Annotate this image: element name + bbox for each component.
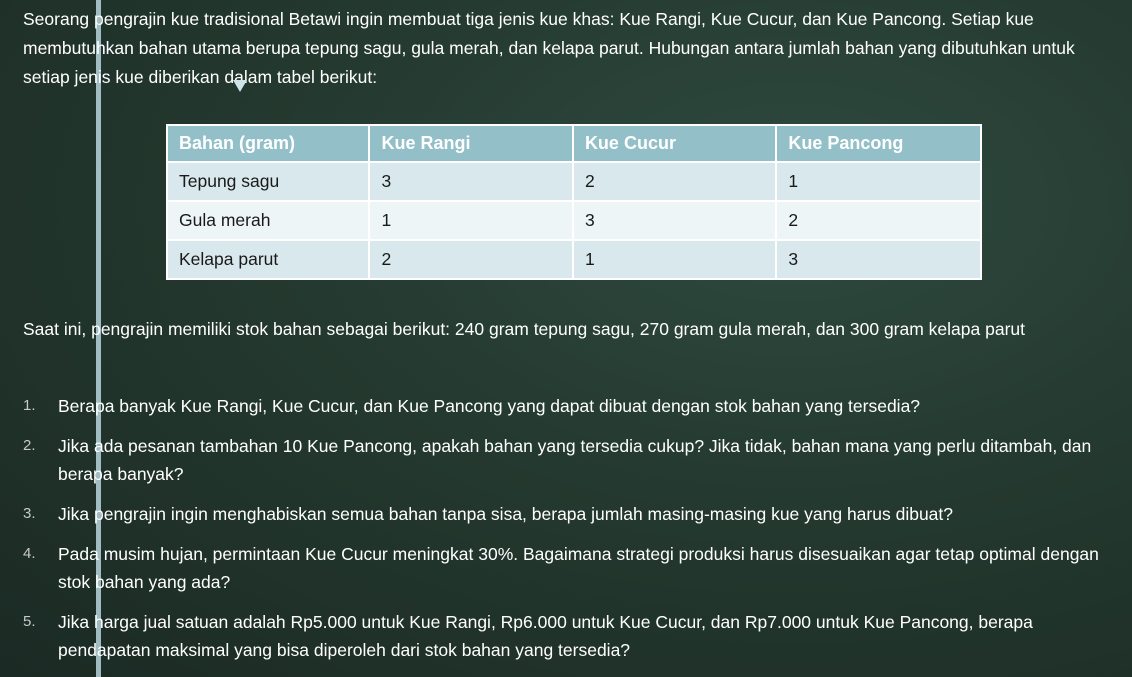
question-number: 2. [23,437,36,454]
table-header-cell: Kue Rangi [369,125,572,162]
table-row [167,162,981,201]
list-item [23,392,1128,420]
question-text: Berapa banyak Kue Rangi, Kue Cucur, dan Kue Pancong yang dapat dibuat dengan stok bahan yang tersedia? [58,396,921,416]
table-header-cell: Kue Pancong [776,125,981,162]
table-cell: Gula merah [167,201,369,240]
table-cell: 2 [369,240,572,279]
ingredient-table [166,124,982,280]
table-cell: 3 [776,240,981,279]
list-item [23,500,1128,528]
table-header-row [167,125,981,162]
table-cell: 1 [573,240,776,279]
table-row [167,240,981,279]
table-cell: 3 [369,162,572,201]
question-list [23,392,1128,676]
table-cell: 3 [573,201,776,240]
question-number: 4. [23,545,36,562]
stock-paragraph: Saat ini, pengrajin memiliki stok bahan sebagai berikut: 240 gram tepung sagu, 270 gram gula merah, dan 300 gram kelapa parut [23,319,1025,339]
list-item [23,540,1128,596]
caret-marker-icon [233,80,247,92]
table-cell: 1 [776,162,981,201]
intro-paragraph: Seorang pengrajin kue tradisional Betawi ingin membuat tiga jenis kue khas: Kue Rangi, Kue Cucur, dan Kue Pancong. Setiap kue membutuhkan bahan utama berupa tepung sagu, gula merah, dan kelapa parut. Hubungan antara jumlah bahan yang dibutuhkan untuk setiap jenis kue diberikan dalam tabel berikut: [23,9,1075,87]
table-header-cell: Bahan (gram) [167,125,369,162]
table-cell: 2 [573,162,776,201]
table-cell: 2 [776,201,981,240]
table-header-cell: Kue Cucur [573,125,776,162]
question-number: 5. [23,613,36,630]
question-text: Jika ada pesanan tambahan 10 Kue Pancong, apakah bahan yang tersedia cukup? Jika tidak, bahan mana yang perlu ditambah, dan berapa banyak? [58,436,1092,484]
table-row [167,201,981,240]
question-number: 1. [23,397,36,414]
table-cell: 1 [369,201,572,240]
list-item [23,608,1128,664]
question-text: Pada musim hujan, permintaan Kue Cucur meningkat 30%. Bagaimana strategi produksi harus disesuaikan agar tetap optimal dengan stok bahan yang ada? [58,544,1099,592]
question-text: Jika harga jual satuan adalah Rp5.000 untuk Kue Rangi, Rp6.000 untuk Kue Cucur, dan Rp7.000 untuk Kue Pancong, berapa pendapatan maksimal yang bisa diperoleh dari stok bahan yang tersedia? [58,612,1033,660]
table-cell: Tepung sagu [167,162,369,201]
question-text: Jika pengrajin ingin menghabiskan semua bahan tanpa sisa, berapa jumlah masing-masing kue yang harus dibuat? [58,504,954,524]
table-cell: Kelapa parut [167,240,369,279]
list-item [23,432,1128,488]
question-number: 3. [23,505,36,522]
